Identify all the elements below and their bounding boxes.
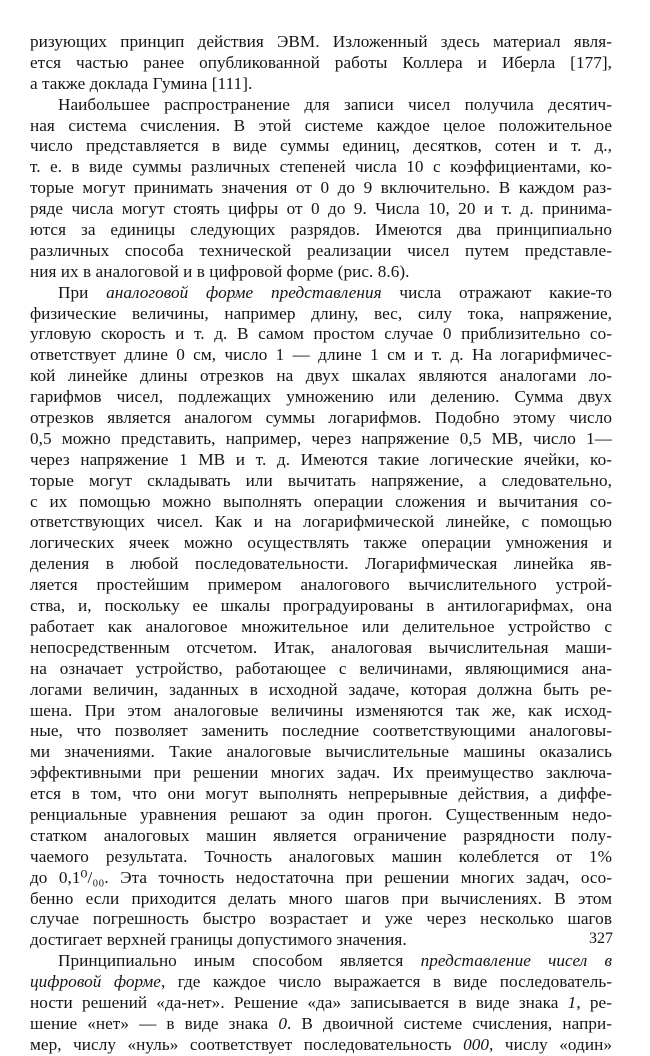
text-line xyxy=(30,972,612,993)
body-text xyxy=(30,32,612,1056)
italic-text: аналоговой форме представления xyxy=(106,282,382,302)
text-segment: числа отражают какие-то xyxy=(381,282,613,302)
text-line xyxy=(30,1014,612,1035)
text-line xyxy=(30,721,612,742)
text-segment: случае погрешность быстро возрастает и уже через несколько шагов xyxy=(30,909,612,929)
text-segment: с их помощью можно выполнять операции сложения и вычитания со- xyxy=(30,491,612,511)
text-line xyxy=(30,157,612,178)
text-segment: ответствующих чисел. Как и на логарифмической линейке, с помощью xyxy=(30,512,612,532)
text-segment: ется частью ранее опубликованной работы Коллера и Иберла [177], xyxy=(30,52,612,72)
text-segment: шена. При этом аналоговые величины изменяются так же, как исход- xyxy=(30,700,612,720)
text-line xyxy=(30,826,612,847)
text-segment: ризующих принцип действия ЭВМ. Изложенный здесь материал явля- xyxy=(30,32,612,51)
text-segment: ются за единицы следующих разрядов. Имеются два принципиально xyxy=(30,220,612,240)
text-segment: ности решений «да-нет». Решение «да» записывается в виде знака xyxy=(30,992,568,1012)
text-line xyxy=(30,784,612,805)
text-line xyxy=(30,930,612,951)
text-line xyxy=(30,847,612,868)
text-segment: логических ячеек можно осуществлять также операции умножения и xyxy=(30,533,612,553)
text-segment: достигает верхней границы допустимого значения. xyxy=(30,930,407,950)
text-line xyxy=(30,868,612,889)
text-line xyxy=(30,575,612,596)
text-segment: ется в том, что они могут выполнять непрерывные действия, а диффе- xyxy=(30,784,612,804)
text-segment: 0,5 можно представить, например, через напряжение 0,5 МВ, число 1— xyxy=(30,428,612,448)
text-segment: деления в любой последовательности. Логарифмическая линейка яв- xyxy=(30,554,612,574)
italic-text: 0 xyxy=(278,1013,287,1033)
text-segment: ляется простейшим примером аналогового вычислительного устрой- xyxy=(30,575,612,595)
text-line xyxy=(30,492,612,513)
text-line xyxy=(30,742,612,763)
text-segment: на означает устройство, работающее с величинами, являющимися ана- xyxy=(30,658,612,678)
text-segment: торые могут складывать или вычитать напряжение, а следовательно, xyxy=(30,470,612,490)
text-segment: работает как аналоговое множительное или делительное устройство с xyxy=(30,616,612,636)
italic-text: 000 xyxy=(463,1034,490,1054)
text-line xyxy=(30,763,612,784)
text-segment: физические величины, например длину, вес, силу тока, напряжение, xyxy=(30,303,612,323)
text-line xyxy=(30,617,612,638)
text-line xyxy=(30,199,612,220)
text-segment: , числу «один» xyxy=(489,1034,612,1054)
text-segment: ряде числа могут стоять цифры от 0 до 9. Числа 10, 20 и т. д. принима- xyxy=(30,199,612,219)
text-line xyxy=(30,74,612,95)
text-segment: мер, числу «нуль» соответствует последовательность xyxy=(30,1034,464,1054)
text-line xyxy=(30,471,612,492)
text-segment: угловую скорость и т. д. В самом простом случае 0 приблизительно со- xyxy=(30,324,612,344)
text-segment: . В двоичной системе счисления, напри- xyxy=(286,1013,612,1033)
text-segment: гарифмов чисел, подлежащих умножению или делению. Сумма двух xyxy=(30,387,612,407)
italic-text: цифровой форме xyxy=(30,972,161,992)
text-line xyxy=(30,95,612,116)
text-segment: статком аналоговых машин является ограничение разрядности полу- xyxy=(30,825,612,845)
page-number: 327 xyxy=(589,930,613,947)
text-segment: Наибольшее распространение для записи чисел получила десятич- xyxy=(58,94,612,114)
text-line xyxy=(30,512,612,533)
text-segment: через напряжение 1 МВ и т. д. Имеются такие логические ячейки, ко- xyxy=(30,449,612,469)
text-line xyxy=(30,554,612,575)
text-segment: число представляется в виде суммы единиц, десятков, сотен и т. д., xyxy=(30,136,612,156)
text-line xyxy=(30,345,612,366)
text-segment: шение «нет» — в виде знака xyxy=(30,1013,279,1033)
text-line xyxy=(30,220,612,241)
text-line xyxy=(30,178,612,199)
text-line xyxy=(30,909,612,930)
text-segment: чаемого результата. Точность аналоговых машин колеблется от 1% xyxy=(30,846,612,866)
text-line xyxy=(30,680,612,701)
text-line xyxy=(30,304,612,325)
text-line xyxy=(30,366,612,387)
italic-text: представление чисел в xyxy=(420,951,612,971)
text-line xyxy=(30,659,612,680)
text-segment: торые могут принимать значения от 0 до 9 включительно. В каждом раз- xyxy=(30,178,612,198)
text-line xyxy=(30,387,612,408)
text-line xyxy=(30,283,612,304)
text-line xyxy=(30,136,612,157)
italic-text: 1 xyxy=(567,992,577,1012)
text-line xyxy=(30,1035,612,1056)
text-segment: кой линейке длины отрезков на двух шкалах являются аналогами ло- xyxy=(30,366,612,386)
text-segment: ответствует длине 0 см, число 1 — длине 1 см и т. д. На логарифмичес- xyxy=(30,345,612,365)
text-segment: ные, что позволяет заменить последние соответствующими аналоговы- xyxy=(30,721,612,741)
text-line xyxy=(30,324,612,345)
text-segment: ния их в аналоговой и в цифровой форме (рис. 8.6). xyxy=(30,261,410,281)
text-line xyxy=(30,32,612,53)
text-segment: эффективными при решении многих задач. Их преимущество заключа- xyxy=(30,763,612,783)
text-segment: непосредственным отсчетом. Итак, аналоговая вычислительная маши- xyxy=(30,637,612,657)
text-line xyxy=(30,429,612,450)
text-segment: а также доклада Гумина [111]. xyxy=(30,73,253,93)
text-line xyxy=(30,262,612,283)
text-segment: ства, и, поскольку ее шкалы проградуированы в антилогарифмах, она xyxy=(30,596,612,616)
text-line xyxy=(30,533,612,554)
text-segment: Принципиально иным способом является xyxy=(58,951,421,971)
text-line xyxy=(30,951,612,972)
text-line xyxy=(30,638,612,659)
text-segment: бенно если приходится делать много шагов при вычислениях. В этом xyxy=(30,888,612,908)
text-line xyxy=(30,805,612,826)
text-line xyxy=(30,241,612,262)
text-segment: , где каждое число выражается в виде последователь- xyxy=(160,972,612,992)
text-segment: ми значениями. Такие аналоговые вычислительные машины оказались xyxy=(30,742,612,762)
text-segment: отрезков является аналогом суммы логарифмов. Подобно этому число xyxy=(30,408,612,428)
text-segment: ренциальные уравнения решают за один прогон. Существенным недо- xyxy=(30,804,612,824)
text-segment: ная система счисления. В этой системе каждое целое положительное xyxy=(30,115,612,135)
text-line xyxy=(30,993,612,1014)
text-segment: логами величин, заданных в исходной задаче, которая должна быть ре- xyxy=(30,679,612,699)
text-segment: до 0,1⁰/₀₀. Эта точность недостаточна при решении многих задач, осо- xyxy=(30,867,612,887)
text-line xyxy=(30,889,612,910)
text-line xyxy=(30,596,612,617)
text-line xyxy=(30,116,612,137)
text-segment: различных способа технической реализации чисел путем представле- xyxy=(30,240,612,260)
text-line xyxy=(30,53,612,74)
text-line xyxy=(30,408,612,429)
text-segment: т. е. в виде суммы различных степеней числа 10 с коэффициентами, ко- xyxy=(30,157,612,177)
text-line xyxy=(30,701,612,722)
text-line xyxy=(30,450,612,471)
text-segment: При xyxy=(58,282,107,302)
text-segment: , ре- xyxy=(576,992,612,1012)
